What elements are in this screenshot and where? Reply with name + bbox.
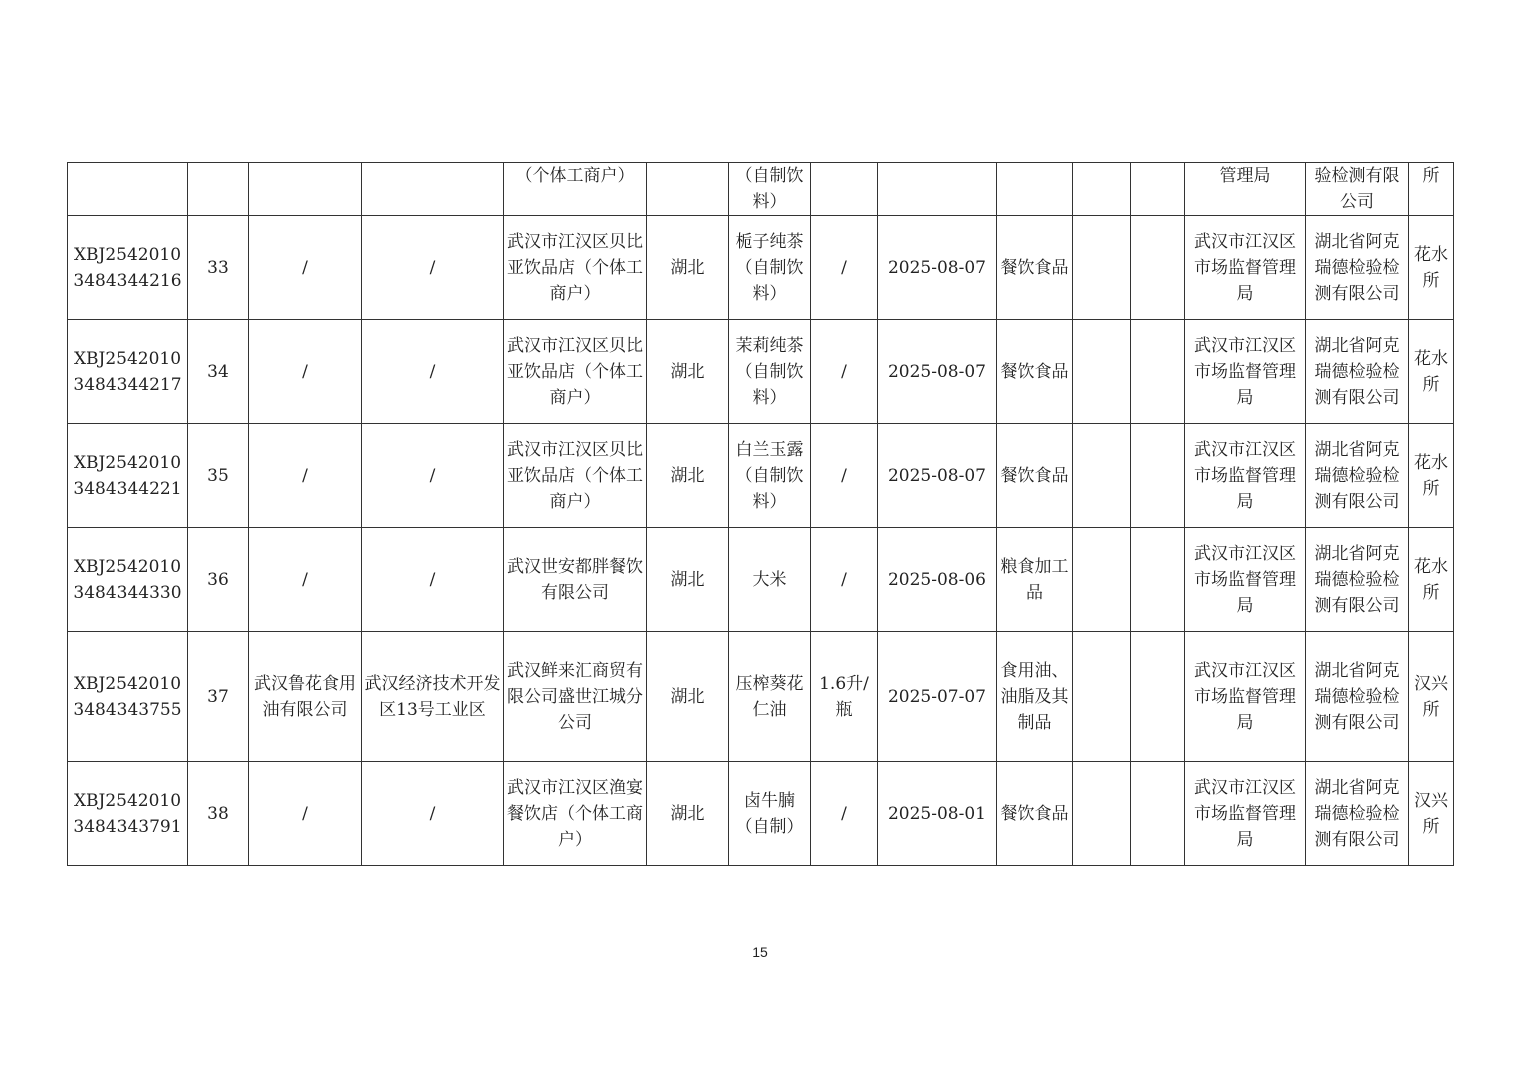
food-category-cell: 粮食加工品 [997,528,1073,632]
blank-cell-b [1131,163,1185,216]
testing-agency-cell: 湖北省阿克瑞德检验检测有限公司 [1306,762,1409,866]
sample-id-cell: XBJ25420103484344217 [68,320,188,424]
sampled-region-cell: 湖北 [647,320,729,424]
blank-cell-b [1131,528,1185,632]
sample-id-cell: XBJ25420103484344216 [68,216,188,320]
sampled-unit-cell: （个体工商户） [504,163,647,216]
spec-cell: 1.6升/瓶 [811,632,878,762]
task-source-cell: 武汉市江汉区市场监督管理局 [1185,762,1306,866]
blank-cell-a [1073,424,1131,528]
producer-address-cell: / [362,528,504,632]
production-date-cell: 2025-08-06 [878,528,997,632]
station-cell: 所 [1409,163,1454,216]
task-source-cell: 管理局 [1185,163,1306,216]
testing-agency-cell: 湖北省阿克瑞德检验检测有限公司 [1306,424,1409,528]
sampling-results-table [67,162,1454,866]
blank-cell-a [1073,216,1131,320]
seq-number-cell: 37 [188,632,249,762]
sampled-region-cell [647,163,729,216]
blank-cell-b [1131,632,1185,762]
page-number: 15 [752,944,768,960]
blank-cell-a [1073,163,1131,216]
table-row [68,632,1454,762]
production-date-cell [878,163,997,216]
table-row [68,528,1454,632]
food-category-cell: 餐饮食品 [997,424,1073,528]
seq-number-cell: 34 [188,320,249,424]
seq-number-cell: 35 [188,424,249,528]
food-category-cell: 食用油、油脂及其制品 [997,632,1073,762]
testing-agency-cell: 湖北省阿克瑞德检验检测有限公司 [1306,216,1409,320]
sample-id-cell [68,163,188,216]
producer-name-cell: 武汉鲁花食用油有限公司 [249,632,362,762]
sample-id-cell: XBJ25420103484343755 [68,632,188,762]
producer-address-cell [362,163,504,216]
task-source-cell: 武汉市江汉区市场监督管理局 [1185,632,1306,762]
producer-name-cell: / [249,762,362,866]
food-name-cell: 大米 [729,528,811,632]
production-date-cell: 2025-08-07 [878,216,997,320]
producer-address-cell: / [362,762,504,866]
producer-address-cell: 武汉经济技术开发区13号工业区 [362,632,504,762]
producer-name-cell: / [249,528,362,632]
testing-agency-cell: 湖北省阿克瑞德检验检测有限公司 [1306,632,1409,762]
sample-id-cell: XBJ25420103484344221 [68,424,188,528]
sampled-unit-cell: 武汉市江汉区贝比亚饮品店（个体工商户） [504,216,647,320]
producer-name-cell: / [249,320,362,424]
station-cell: 汉兴所 [1409,632,1454,762]
table-row [68,424,1454,528]
food-name-cell: （自制饮料） [729,163,811,216]
spec-cell: / [811,320,878,424]
food-category-cell [997,163,1073,216]
sample-id-cell: XBJ25420103484344330 [68,528,188,632]
sampled-region-cell: 湖北 [647,424,729,528]
seq-number-cell: 36 [188,528,249,632]
seq-number-cell: 38 [188,762,249,866]
station-cell: 花水所 [1409,424,1454,528]
blank-cell-b [1131,424,1185,528]
food-name-cell: 白兰玉露（自制饮料） [729,424,811,528]
food-name-cell: 压榨葵花仁油 [729,632,811,762]
food-category-cell: 餐饮食品 [997,762,1073,866]
task-source-cell: 武汉市江汉区市场监督管理局 [1185,320,1306,424]
task-source-cell: 武汉市江汉区市场监督管理局 [1185,424,1306,528]
table-row [68,320,1454,424]
production-date-cell: 2025-07-07 [878,632,997,762]
producer-address-cell: / [362,320,504,424]
sampled-unit-cell: 武汉世安都胖餐饮有限公司 [504,528,647,632]
food-name-cell: 栀子纯茶（自制饮料） [729,216,811,320]
sampled-region-cell: 湖北 [647,528,729,632]
blank-cell-a [1073,632,1131,762]
spec-cell: / [811,762,878,866]
sampled-region-cell: 湖北 [647,632,729,762]
producer-address-cell: / [362,216,504,320]
blank-cell-a [1073,320,1131,424]
blank-cell-b [1131,320,1185,424]
seq-number-cell: 33 [188,216,249,320]
food-name-cell: 卤牛腩（自制） [729,762,811,866]
spec-cell: / [811,424,878,528]
blank-cell-a [1073,528,1131,632]
testing-agency-cell: 湖北省阿克瑞德检验检测有限公司 [1306,320,1409,424]
task-source-cell: 武汉市江汉区市场监督管理局 [1185,528,1306,632]
table-body [68,163,1454,866]
task-source-cell: 武汉市江汉区市场监督管理局 [1185,216,1306,320]
blank-cell-a [1073,762,1131,866]
sampled-unit-cell: 武汉鲜来汇商贸有限公司盛世江城分公司 [504,632,647,762]
sampled-unit-cell: 武汉市江汉区渔宴餐饮店（个体工商户） [504,762,647,866]
sampled-unit-cell: 武汉市江汉区贝比亚饮品店（个体工商户） [504,424,647,528]
seq-number-cell [188,163,249,216]
table-row [68,216,1454,320]
station-cell: 花水所 [1409,216,1454,320]
production-date-cell: 2025-08-07 [878,320,997,424]
spec-cell: / [811,528,878,632]
producer-address-cell: / [362,424,504,528]
food-category-cell: 餐饮食品 [997,320,1073,424]
testing-agency-cell: 验检测有限公司 [1306,163,1409,216]
producer-name-cell: / [249,424,362,528]
station-cell: 汉兴所 [1409,762,1454,866]
sampled-region-cell: 湖北 [647,762,729,866]
sampled-region-cell: 湖北 [647,216,729,320]
production-date-cell: 2025-08-01 [878,762,997,866]
spec-cell [811,163,878,216]
spec-cell: / [811,216,878,320]
table-row [68,762,1454,866]
sample-id-cell: XBJ25420103484343791 [68,762,188,866]
producer-name-cell: / [249,216,362,320]
blank-cell-b [1131,216,1185,320]
food-category-cell: 餐饮食品 [997,216,1073,320]
testing-agency-cell: 湖北省阿克瑞德检验检测有限公司 [1306,528,1409,632]
producer-name-cell [249,163,362,216]
station-cell: 花水所 [1409,528,1454,632]
sampled-unit-cell: 武汉市江汉区贝比亚饮品店（个体工商户） [504,320,647,424]
blank-cell-b [1131,762,1185,866]
table-row-continued [68,163,1454,216]
food-name-cell: 茉莉纯茶（自制饮料） [729,320,811,424]
station-cell: 花水所 [1409,320,1454,424]
production-date-cell: 2025-08-07 [878,424,997,528]
